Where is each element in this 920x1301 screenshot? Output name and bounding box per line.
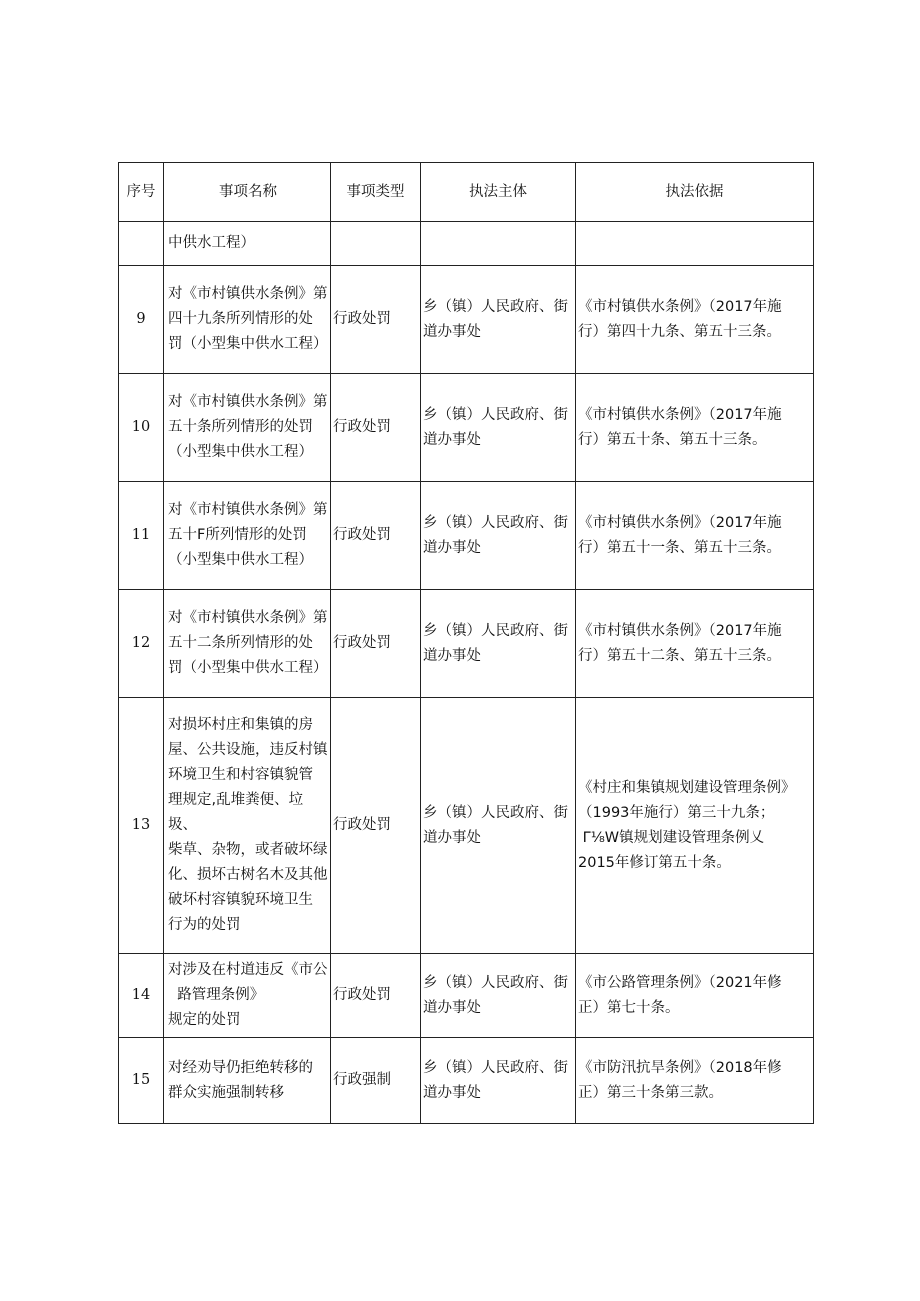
cell-name-text: 对《市村镇供水条例》第 五十二条所列情形的处 罚（小型集中供水工程） [168, 610, 328, 676]
cell-no-text: 11 [131, 527, 151, 543]
cell-subject [421, 482, 576, 590]
cell-no [119, 590, 164, 698]
cell-basis-text: 《村庄和集镇规划建设管理条例》 （1993年施行）第三十九条； Γ⅛W镇规划建设管理条例乂 2015年修订第五十条。 [578, 779, 796, 871]
cell-type [331, 954, 421, 1038]
cell-basis-text: 《市村镇供水条例》（2017年施 行）第五十条、第五十三条。 [578, 406, 782, 448]
cell-subject [421, 698, 576, 954]
table-row [119, 374, 814, 482]
table-row [119, 590, 814, 698]
table-row [119, 222, 814, 266]
cell-no-text: 9 [136, 311, 146, 327]
cell-basis [576, 954, 814, 1038]
cell-subject-text: 乡（镇）人民政府、街 道办事处 [423, 1059, 568, 1101]
cell-type [331, 1038, 421, 1124]
cell-name [164, 954, 331, 1038]
cell-basis [576, 590, 814, 698]
table-header-row [119, 163, 814, 222]
cell-type [331, 266, 421, 374]
cell-basis [576, 374, 814, 482]
cell-name-text: 对《市村镇供水条例》第 五十条所列情形的处罚 （小型集中供水工程） [168, 394, 328, 460]
cell-subject [421, 266, 576, 374]
cell-no [119, 698, 164, 954]
cell-type [331, 222, 421, 266]
cell-name [164, 374, 331, 482]
cell-subject [421, 222, 576, 266]
cell-no-text: 13 [131, 817, 151, 833]
cell-type-text: 行政处罚 [333, 311, 391, 327]
cell-no-text: 12 [131, 635, 151, 651]
cell-name-text: 对经劝导仍拒绝转移的 群众实施强制转移 [168, 1059, 313, 1101]
header-subject: 执法主体 [421, 163, 576, 222]
table-row [119, 1038, 814, 1124]
cell-basis-text: 《市村镇供水条例》（2017年施 行）第四十九条、第五十三条。 [578, 298, 782, 340]
cell-name [164, 698, 331, 954]
header-no: 序号 [119, 163, 164, 222]
cell-basis [576, 266, 814, 374]
cell-subject [421, 954, 576, 1038]
cell-name-text: 对《市村镇供水条例》第 五十F所列情形的处罚 （小型集中供水工程） [168, 502, 328, 568]
cell-name [164, 1038, 331, 1124]
cell-subject-text: 乡（镇）人民政府、街 道办事处 [423, 406, 568, 448]
cell-subject-text: 乡（镇）人民政府、街 道办事处 [423, 622, 568, 664]
table-row [119, 954, 814, 1038]
cell-basis [576, 1038, 814, 1124]
cell-name-text: 对《市村镇供水条例》第 四十九条所列情形的处 罚（小型集中供水工程） [168, 286, 328, 352]
cell-no [119, 482, 164, 590]
enforcement-table [118, 162, 814, 1124]
cell-basis [576, 698, 814, 954]
cell-basis-text: 《市村镇供水条例》（2017年施 行）第五十一条、第五十三条。 [578, 514, 782, 556]
cell-name-text: 对涉及在村道违反《市公 路管理条例》 规定的处罚 [168, 962, 328, 1028]
cell-name [164, 590, 331, 698]
cell-type-text: 行政处罚 [333, 635, 391, 651]
cell-name-text: 对损坏村庄和集镇的房 屋、公共设施，违反村镇 环境卫生和村容镇貌管 理规定,乱堆粪便、垃圾、 柴草、杂物，或者破坏绿 化、损坏古树名木及其他 破坏村容镇貌环境卫生 行为的处罚 [168, 717, 328, 933]
cell-basis-text: 《市村镇供水条例》（2017年施 行）第五十二条、第五十三条。 [578, 622, 782, 664]
cell-type [331, 698, 421, 954]
cell-no [119, 1038, 164, 1124]
cell-name [164, 222, 331, 266]
cell-name-text: 中供水工程） [168, 235, 255, 251]
table-row [119, 698, 814, 954]
cell-no [119, 222, 164, 266]
cell-subject-text: 乡（镇）人民政府、街 道办事处 [423, 804, 568, 846]
table-body [119, 222, 814, 1124]
cell-type-text: 行政处罚 [333, 987, 391, 1003]
cell-type [331, 590, 421, 698]
cell-subject-text: 乡（镇）人民政府、街 道办事处 [423, 298, 568, 340]
cell-no-text: 15 [131, 1072, 151, 1088]
header-name: 事项名称 [164, 163, 331, 222]
table-row [119, 266, 814, 374]
cell-subject [421, 1038, 576, 1124]
cell-basis-text: 《市防汛抗旱条例》（2018年修 正）第三十条第三款。 [578, 1059, 782, 1101]
cell-subject [421, 374, 576, 482]
header-type: 事项类型 [331, 163, 421, 222]
cell-subject-text: 乡（镇）人民政府、街 道办事处 [423, 974, 568, 1016]
cell-type-text: 行政强制 [333, 1072, 391, 1088]
cell-name [164, 266, 331, 374]
cell-no-text: 10 [131, 419, 151, 435]
cell-type-text: 行政处罚 [333, 419, 391, 435]
header-basis: 执法依据 [576, 163, 814, 222]
table-row [119, 482, 814, 590]
cell-subject-text: 乡（镇）人民政府、街 道办事处 [423, 514, 568, 556]
cell-basis [576, 482, 814, 590]
cell-no-text: 14 [131, 987, 151, 1003]
cell-no [119, 954, 164, 1038]
cell-type-text: 行政处罚 [333, 527, 391, 543]
cell-subject [421, 590, 576, 698]
cell-type [331, 482, 421, 590]
cell-type [331, 374, 421, 482]
cell-no [119, 266, 164, 374]
cell-type-text: 行政处罚 [333, 817, 391, 833]
cell-basis [576, 222, 814, 266]
cell-name [164, 482, 331, 590]
cell-basis-text: 《市公路管理条例》（2021年修 正）第七十条。 [578, 974, 782, 1016]
cell-no [119, 374, 164, 482]
